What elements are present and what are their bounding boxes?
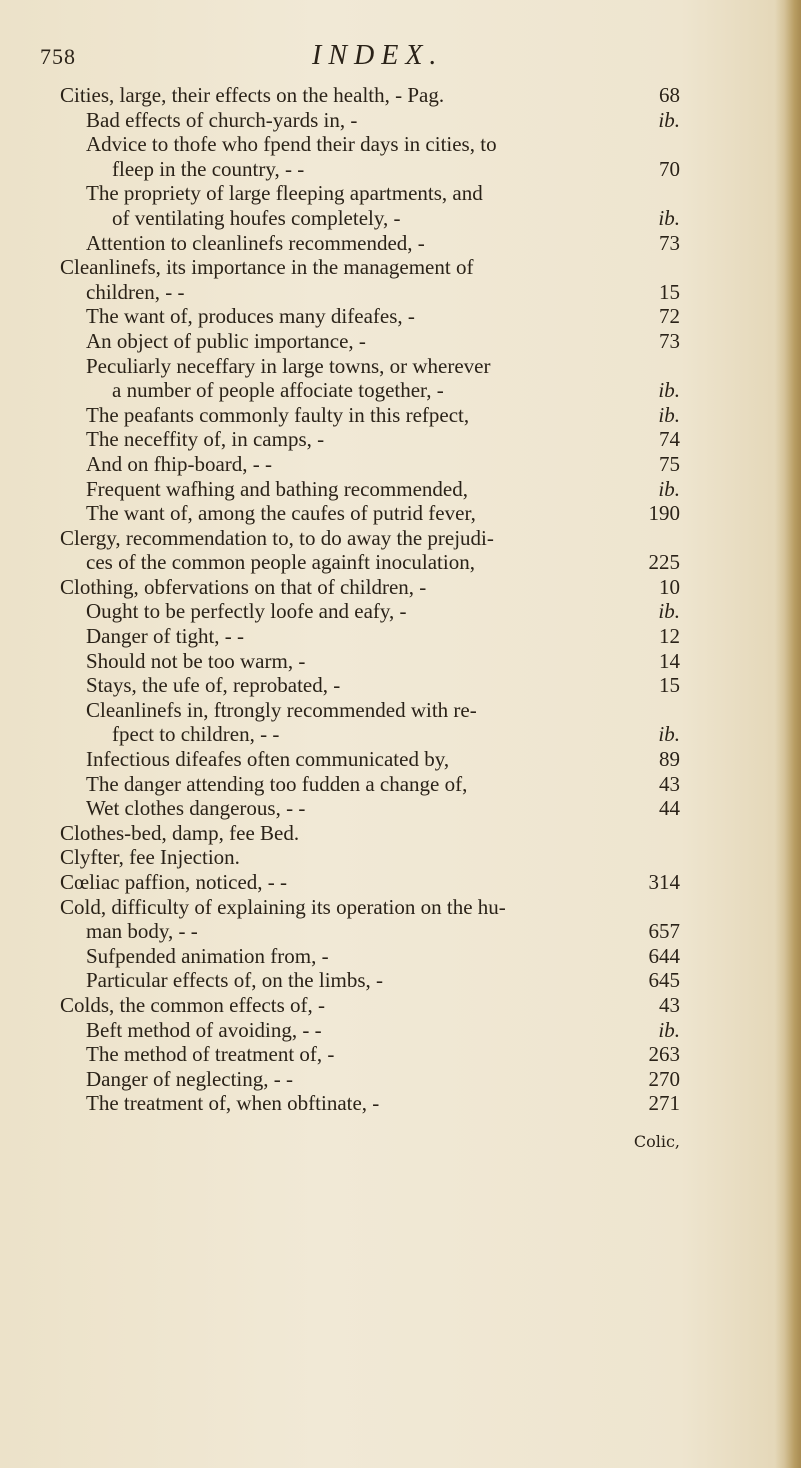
entry-text: An object of public importance, - <box>86 328 366 353</box>
page-reference: 68 <box>659 83 680 107</box>
index-entry <box>60 181 680 206</box>
running-title: INDEX. <box>312 40 444 71</box>
page-reference: ib. <box>658 378 680 403</box>
page-reference: 645 <box>648 968 680 993</box>
entry-text: Ought to be perfectly loofe and eafy, - <box>86 599 407 624</box>
entry-text: Attention to cleanlinefs recommended, - <box>86 230 425 255</box>
index-entry <box>60 477 680 502</box>
index-entry <box>60 231 680 256</box>
entry-text: ces of the common people againft inoculation, <box>86 550 475 575</box>
index-entry <box>60 501 680 526</box>
index-entry <box>60 968 680 993</box>
index-entry <box>60 698 680 723</box>
entry-text: Danger of neglecting, - - <box>86 1066 293 1091</box>
page-reference: 314 <box>648 870 680 894</box>
index-entry <box>60 870 680 895</box>
entry-text: Colds, the common effects of, - <box>60 992 325 1017</box>
index-entry <box>60 993 680 1018</box>
entry-text: The want of, among the caufes of putrid fever, <box>86 501 476 526</box>
page-reference: 72 <box>659 304 680 329</box>
entry-text: Clothes-bed, damp, fee Bed. <box>60 820 300 845</box>
entry-text: Particular effects of, on the limbs, - <box>86 968 384 993</box>
index-entry <box>60 378 680 403</box>
index-entry <box>60 575 680 600</box>
page-reference: 43 <box>659 771 680 796</box>
entry-text: man body, - - <box>86 919 198 944</box>
index-entry <box>60 132 680 157</box>
page-reference: 14 <box>659 648 680 673</box>
entry-text: The method of treatment of, - <box>86 1042 335 1067</box>
index-entry <box>60 919 680 944</box>
page-reference: 263 <box>648 1042 680 1067</box>
page-reference: 190 <box>648 501 680 526</box>
page-reference: ib. <box>658 599 680 624</box>
index-entry <box>60 944 680 969</box>
index-entry <box>60 821 680 846</box>
index-entry <box>60 206 680 231</box>
index-entry <box>60 452 680 477</box>
index-entry <box>60 845 680 870</box>
index-entry <box>60 796 680 821</box>
index-entry <box>60 329 680 354</box>
index-entry <box>60 403 680 428</box>
entry-text: The neceffity of, in camps, - <box>86 427 325 452</box>
entry-text: The danger attending too fudden a change of, <box>86 771 468 796</box>
index-entry <box>60 1018 680 1043</box>
entry-text: The want of, produces many difeafes, - <box>86 304 415 329</box>
page-reference: ib. <box>658 722 680 747</box>
entry-text: Advice to thofe who fpend their days in cities, to <box>86 132 497 157</box>
page-reference: 44 <box>659 796 680 821</box>
index-entry <box>60 526 680 551</box>
index-entry <box>60 157 680 182</box>
index-entry <box>60 772 680 797</box>
catchword: Colic, <box>633 1132 680 1151</box>
catchword-line <box>60 1130 680 1155</box>
entry-text: Clothing, obfervations on that of children, - <box>60 574 427 599</box>
entry-text: fpect to children, - - <box>112 722 280 747</box>
entry-text: Infectious difeafes often communicated by, <box>86 747 450 772</box>
page-reference: 270 <box>648 1066 680 1091</box>
entry-text: Cold, difficulty of explaining its operation on the hu- <box>60 894 506 919</box>
page-reference: ib. <box>658 402 680 427</box>
page-reference: 75 <box>659 451 680 476</box>
page-number: 758 <box>40 44 76 69</box>
page-reference: 12 <box>659 624 680 649</box>
page-reference: 10 <box>659 574 680 599</box>
entry-text: a number of people affociate together, - <box>112 378 444 403</box>
page-reference: 657 <box>648 919 680 944</box>
page-reference: 225 <box>648 550 680 575</box>
index-entry <box>60 747 680 772</box>
page-reference: 70 <box>659 156 680 181</box>
entry-text: Danger of tight, - - <box>86 624 245 649</box>
index-entry <box>60 354 680 379</box>
entry-text: The peafants commonly faulty in this refpect, <box>86 402 470 427</box>
index-entry <box>60 673 680 698</box>
entry-text: Wet clothes dangerous, - - <box>86 796 306 821</box>
entry-text: fleep in the country, - - <box>112 156 305 181</box>
index-entry <box>60 427 680 452</box>
page-reference: 74 <box>659 427 680 452</box>
entry-text: Bad effects of church-yards in, - <box>86 107 358 132</box>
page-reference: ib. <box>658 1017 680 1042</box>
index-entry <box>60 83 680 108</box>
entry-text: Beft method of avoiding, - - <box>86 1017 322 1042</box>
entry-text: The propriety of large fleeping apartments, and <box>86 181 483 206</box>
index-entry <box>60 108 680 133</box>
entry-text: Cœliac paffion, noticed, - - <box>60 870 288 894</box>
page-reference: 73 <box>659 328 680 353</box>
page-reference: ib. <box>658 107 680 132</box>
index-entry <box>60 624 680 649</box>
entry-text: Should not be too warm, - <box>86 648 306 673</box>
entry-text: children, - - <box>86 279 185 304</box>
entry-text: Frequent wafhing and bathing recommended, <box>86 476 468 501</box>
entry-text: The treatment of, when obftinate, - <box>86 1091 380 1116</box>
entry-text: Clyfter, fee Injection. <box>60 845 240 870</box>
entry-text: of ventilating houfes completely, - <box>112 205 401 230</box>
index-entry <box>60 599 680 624</box>
index-entry <box>60 255 680 280</box>
page-reference: 89 <box>659 747 680 772</box>
index-entries <box>60 83 680 1116</box>
entry-text: Stays, the ufe of, reprobated, - <box>86 673 341 698</box>
page-reference: 73 <box>659 230 680 255</box>
page-header <box>40 38 460 78</box>
entry-text: And on fhip-board, - - <box>86 451 273 476</box>
page-reference: 43 <box>659 992 680 1017</box>
index-entry <box>60 550 680 575</box>
index-entry <box>60 895 680 920</box>
page-reference: 15 <box>659 673 680 698</box>
index-entry <box>60 649 680 674</box>
entry-text: Clergy, recommendation to, to do away the prejudi- <box>60 525 494 550</box>
index-entry <box>60 1091 680 1116</box>
entry-text: Sufpended animation from, - <box>86 943 329 968</box>
index-entry <box>60 1042 680 1067</box>
entry-text: Peculiarly neceffary in large towns, or wherever <box>86 353 491 378</box>
index-entry <box>60 1067 680 1092</box>
page-reference: ib. <box>658 205 680 230</box>
page-reference: ib. <box>658 476 680 501</box>
page-reference: 644 <box>648 943 680 968</box>
index-entry <box>60 280 680 305</box>
entry-text: Cities, large, their effects on the health, - Pag. <box>60 83 445 107</box>
page-edge <box>775 0 801 1468</box>
entry-text: Cleanlinefs in, ftrongly recommended with re- <box>86 697 477 722</box>
index-entry <box>60 722 680 747</box>
page-reference: 271 <box>648 1091 680 1116</box>
entry-text: Cleanlinefs, its importance in the management of <box>60 255 474 280</box>
index-entry <box>60 304 680 329</box>
page-reference: 15 <box>659 279 680 304</box>
